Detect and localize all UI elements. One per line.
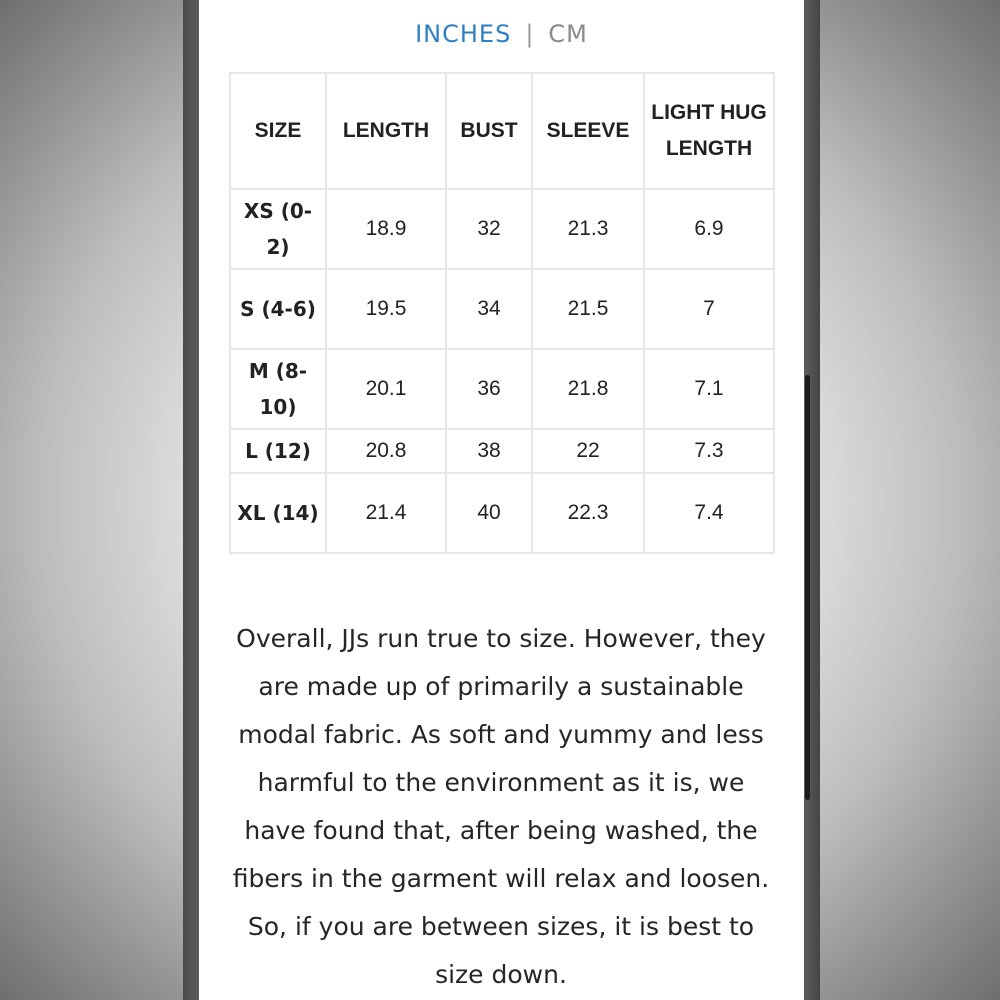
sleeve-cell: 21.5: [532, 269, 644, 349]
size-cell: S (4-6): [230, 269, 326, 349]
size-cell: M (8-10): [230, 349, 326, 429]
length-cell: 18.9: [326, 189, 446, 269]
length-cell: 21.4: [326, 473, 446, 553]
sleeve-cell: 21.8: [532, 349, 644, 429]
light-hug-length-cell: 7.4: [644, 473, 774, 553]
unit-option-cm[interactable]: CM: [548, 20, 588, 48]
light-hug-length-cell: 7.3: [644, 429, 774, 473]
light-hug-length-cell: 7.1: [644, 349, 774, 429]
unit-separator: |: [525, 20, 535, 48]
header-sleeve: SLEEVE: [532, 73, 644, 189]
header-light-hug-length: LIGHT HUG LENGTH: [644, 73, 774, 189]
table-row: [230, 473, 774, 553]
size-cell: XS (0-2): [230, 189, 326, 269]
scrollbar[interactable]: [805, 95, 811, 1000]
scrollbar-thumb[interactable]: [805, 375, 810, 800]
table-header-row: [230, 73, 774, 189]
phone-bezel-left: [183, 0, 199, 1000]
bust-cell: 36: [446, 349, 532, 429]
light-hug-length-cell: 6.9: [644, 189, 774, 269]
table-row: [230, 429, 774, 473]
header-size: SIZE: [230, 73, 326, 189]
bust-cell: 38: [446, 429, 532, 473]
size-cell: XL (14): [230, 473, 326, 553]
header-length: LENGTH: [326, 73, 446, 189]
light-hug-length-cell: 7: [644, 269, 774, 349]
length-cell: 20.1: [326, 349, 446, 429]
size-guide-screen: [199, 0, 804, 1000]
table-row: [230, 189, 774, 269]
size-chart-table: [229, 72, 775, 554]
header-bust: BUST: [446, 73, 532, 189]
unit-option-inches[interactable]: INCHES: [415, 20, 512, 48]
sleeve-cell: 21.3: [532, 189, 644, 269]
sleeve-cell: 22: [532, 429, 644, 473]
table-row: [230, 269, 774, 349]
length-cell: 20.8: [326, 429, 446, 473]
length-cell: 19.5: [326, 269, 446, 349]
bust-cell: 40: [446, 473, 532, 553]
bust-cell: 34: [446, 269, 532, 349]
sleeve-cell: 22.3: [532, 473, 644, 553]
table-row: [230, 349, 774, 429]
unit-toggle: [199, 20, 804, 48]
fit-note-paragraph: Overall, JJs run true to size. However, they are made up of primarily a sustainable modal fabric. As soft and yummy and less harmful to the environment as it is, we have found that, after being washed, the fibers in the garment will relax and loosen. So, if you are between sizes, it is best to size down.: [232, 624, 770, 989]
size-cell: L (12): [230, 429, 326, 473]
bust-cell: 32: [446, 189, 532, 269]
